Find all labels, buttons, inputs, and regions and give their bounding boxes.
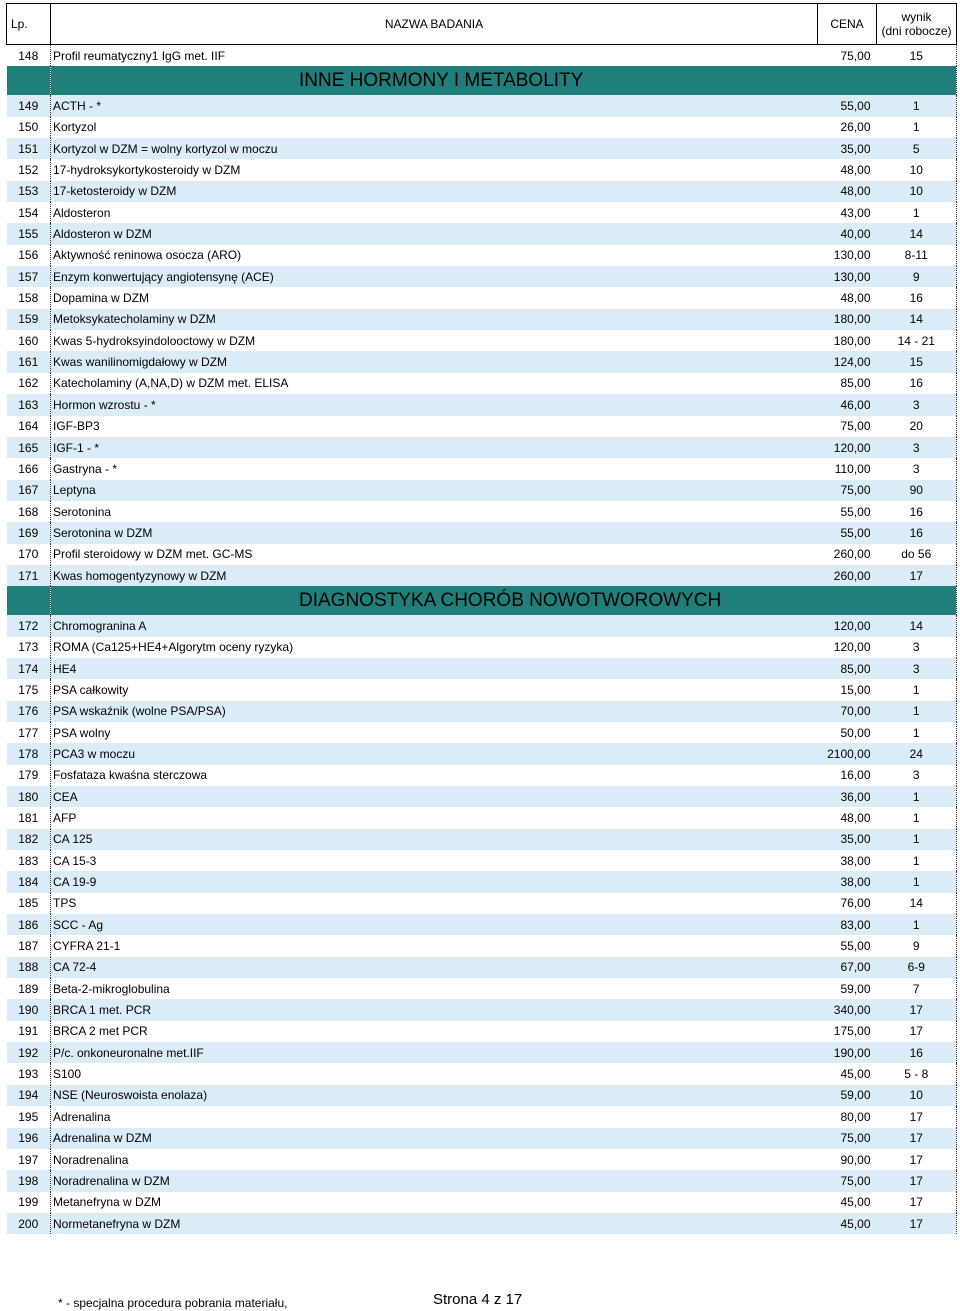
table-row — [7, 95, 957, 116]
row-days: 1 — [877, 871, 957, 892]
row-price: 75,00 — [818, 1128, 877, 1149]
row-name: Kwas 5-hydroksyindolooctowy w DZM — [51, 330, 818, 351]
row-name: PSA całkowity — [51, 679, 818, 700]
row-days: do 56 — [877, 544, 957, 565]
row-name: HE4 — [51, 658, 818, 679]
row-name: PSA wskaźnik (wolne PSA/PSA) — [51, 701, 818, 722]
table-row — [7, 45, 957, 67]
row-lp: 162 — [7, 373, 51, 394]
row-lp: 150 — [7, 117, 51, 138]
row-name: Kwas homogentyzynowy w DZM — [51, 565, 818, 586]
row-days: 3 — [877, 394, 957, 415]
row-lp: 199 — [7, 1192, 51, 1213]
row-price: 120,00 — [818, 437, 877, 458]
row-name: SCC - Ag — [51, 914, 818, 935]
row-days: 1 — [877, 786, 957, 807]
row-lp: 196 — [7, 1128, 51, 1149]
table-row — [7, 999, 957, 1020]
row-days: 16 — [877, 501, 957, 522]
table-row — [7, 1106, 957, 1127]
row-lp: 180 — [7, 786, 51, 807]
row-price: 16,00 — [818, 765, 877, 786]
row-days: 17 — [877, 1192, 957, 1213]
row-name: NSE (Neuroswoista enolaza) — [51, 1085, 818, 1106]
row-price: 36,00 — [818, 786, 877, 807]
row-lp: 148 — [7, 45, 51, 67]
row-name: CYFRA 21-1 — [51, 935, 818, 956]
row-price: 55,00 — [818, 95, 877, 116]
row-price: 180,00 — [818, 330, 877, 351]
table-row — [7, 1128, 957, 1149]
row-name: AFP — [51, 807, 818, 828]
row-lp: 156 — [7, 245, 51, 266]
row-lp: 169 — [7, 522, 51, 543]
row-name: S100 — [51, 1063, 818, 1084]
table-row — [7, 287, 957, 308]
row-days: 7 — [877, 978, 957, 999]
row-days: 14 — [877, 223, 957, 244]
row-price: 48,00 — [818, 181, 877, 202]
table-row — [7, 394, 957, 415]
row-days: 14 — [877, 309, 957, 330]
row-lp: 200 — [7, 1213, 51, 1234]
row-days: 17 — [877, 1149, 957, 1170]
row-days: 14 — [877, 615, 957, 636]
row-lp: 192 — [7, 1042, 51, 1063]
table-row — [7, 544, 957, 565]
header-days-line1: wynik — [901, 10, 932, 24]
table-row — [7, 245, 957, 266]
table-row — [7, 416, 957, 437]
table-row — [7, 743, 957, 764]
price-table — [6, 3, 957, 1234]
row-lp: 185 — [7, 893, 51, 914]
header-price: CENA — [818, 4, 877, 45]
row-name: CA 19-9 — [51, 871, 818, 892]
row-name: Aldosteron w DZM — [51, 223, 818, 244]
row-name: PCA3 w moczu — [51, 743, 818, 764]
row-lp: 174 — [7, 658, 51, 679]
table-row — [7, 373, 957, 394]
table-row — [7, 957, 957, 978]
row-name: ROMA (Ca125+HE4+Algorytm oceny ryzyka) — [51, 637, 818, 658]
row-price: 38,00 — [818, 871, 877, 892]
row-name: IGF-BP3 — [51, 416, 818, 437]
table-row — [7, 850, 957, 871]
row-price: 70,00 — [818, 701, 877, 722]
table-row — [7, 437, 957, 458]
row-name: Chromogranina A — [51, 615, 818, 636]
section-header-1 — [7, 66, 957, 95]
table-row — [7, 1085, 957, 1106]
table-row — [7, 565, 957, 586]
row-days: 1 — [877, 850, 957, 871]
row-name: Kwas wanilinomigdałowy w DZM — [51, 351, 818, 372]
table-row — [7, 978, 957, 999]
row-lp: 153 — [7, 181, 51, 202]
row-price: 75,00 — [818, 480, 877, 501]
page-number: Strona 4 z 17 — [433, 1291, 523, 1308]
row-days: 17 — [877, 1021, 957, 1042]
row-days: 1 — [877, 117, 957, 138]
row-name: Serotonina — [51, 501, 818, 522]
row-name: 17-hydroksykortykosteroidy w DZM — [51, 159, 818, 180]
row-days: 1 — [877, 807, 957, 828]
row-days: 15 — [877, 45, 957, 67]
row-lp: 149 — [7, 95, 51, 116]
row-lp: 170 — [7, 544, 51, 565]
row-price: 180,00 — [818, 309, 877, 330]
row-price: 75,00 — [818, 1170, 877, 1191]
row-lp: 179 — [7, 765, 51, 786]
row-name: CA 72-4 — [51, 957, 818, 978]
table-row — [7, 117, 957, 138]
table-row — [7, 935, 957, 956]
row-price: 45,00 — [818, 1213, 877, 1234]
row-lp: 159 — [7, 309, 51, 330]
row-days: 16 — [877, 373, 957, 394]
row-lp: 194 — [7, 1085, 51, 1106]
row-lp: 167 — [7, 480, 51, 501]
table-row — [7, 615, 957, 636]
table-row — [7, 159, 957, 180]
row-lp: 188 — [7, 957, 51, 978]
row-price: 50,00 — [818, 722, 877, 743]
row-price: 85,00 — [818, 658, 877, 679]
row-name: Gastryna - * — [51, 458, 818, 479]
row-lp: 164 — [7, 416, 51, 437]
row-lp: 184 — [7, 871, 51, 892]
row-lp: 172 — [7, 615, 51, 636]
row-days: 3 — [877, 658, 957, 679]
row-name: Enzym konwertujący angiotensynę (ACE) — [51, 266, 818, 287]
section-title: DIAGNOSTYKA CHORÓB NOWOTWOROWYCH — [51, 586, 957, 615]
row-days: 15 — [877, 351, 957, 372]
row-days: 17 — [877, 999, 957, 1020]
table-row — [7, 637, 957, 658]
row-price: 59,00 — [818, 1085, 877, 1106]
row-days: 8-11 — [877, 245, 957, 266]
table-row — [7, 893, 957, 914]
row-lp: 158 — [7, 287, 51, 308]
header-days — [877, 4, 957, 45]
footnote: * - specjalna procedura pobrania materiału, — [58, 1296, 288, 1310]
table-row — [7, 1170, 957, 1191]
row-price: 45,00 — [818, 1192, 877, 1213]
row-lp: 151 — [7, 138, 51, 159]
row-name: Normetanefryna w DZM — [51, 1213, 818, 1234]
row-price: 260,00 — [818, 544, 877, 565]
table-row — [7, 330, 957, 351]
row-name: BRCA 1 met. PCR — [51, 999, 818, 1020]
row-price: 46,00 — [818, 394, 877, 415]
row-price: 130,00 — [818, 266, 877, 287]
row-name: Katecholaminy (A,NA,D) w DZM met. ELISA — [51, 373, 818, 394]
row-name: Kortyzol w DZM = wolny kortyzol w moczu — [51, 138, 818, 159]
row-name: Metanefryna w DZM — [51, 1192, 818, 1213]
row-price: 55,00 — [818, 522, 877, 543]
row-lp: 154 — [7, 202, 51, 223]
table-row — [7, 829, 957, 850]
row-price: 124,00 — [818, 351, 877, 372]
row-days: 1 — [877, 722, 957, 743]
row-price: 80,00 — [818, 1106, 877, 1127]
row-days: 17 — [877, 1128, 957, 1149]
row-lp: 163 — [7, 394, 51, 415]
row-price: 45,00 — [818, 1063, 877, 1084]
table-row — [7, 181, 957, 202]
row-price: 130,00 — [818, 245, 877, 266]
table-row — [7, 309, 957, 330]
row-lp: 168 — [7, 501, 51, 522]
table-row — [7, 807, 957, 828]
row-days: 17 — [877, 565, 957, 586]
row-price: 2100,00 — [818, 743, 877, 764]
table-row — [7, 522, 957, 543]
row-days: 9 — [877, 266, 957, 287]
row-name: Metoksykatecholaminy w DZM — [51, 309, 818, 330]
row-name: Fosfataza kwaśna sterczowa — [51, 765, 818, 786]
table-row — [7, 266, 957, 287]
row-name: ACTH - * — [51, 95, 818, 116]
table-row — [7, 1063, 957, 1084]
table-row — [7, 223, 957, 244]
row-name: CA 15-3 — [51, 850, 818, 871]
row-days: 16 — [877, 287, 957, 308]
table-row — [7, 501, 957, 522]
row-lp: 197 — [7, 1149, 51, 1170]
price-table-body — [7, 4, 957, 1235]
header-name: NAZWA BADANIA — [51, 4, 818, 45]
table-row — [7, 1213, 957, 1234]
table-row — [7, 679, 957, 700]
row-name: TPS — [51, 893, 818, 914]
row-name: Leptyna — [51, 480, 818, 501]
table-row — [7, 138, 957, 159]
section-lp-cell — [7, 586, 51, 615]
row-days: 3 — [877, 765, 957, 786]
row-price: 26,00 — [818, 117, 877, 138]
row-days: 10 — [877, 181, 957, 202]
row-price: 190,00 — [818, 1042, 877, 1063]
row-days: 24 — [877, 743, 957, 764]
row-lp: 195 — [7, 1106, 51, 1127]
row-name: Aldosteron — [51, 202, 818, 223]
row-name: Profil steroidowy w DZM met. GC-MS — [51, 544, 818, 565]
row-days: 17 — [877, 1106, 957, 1127]
table-row — [7, 1021, 957, 1042]
header-lp: Lp. — [7, 4, 51, 45]
row-price: 40,00 — [818, 223, 877, 244]
row-price: 110,00 — [818, 458, 877, 479]
row-days: 16 — [877, 1042, 957, 1063]
row-days: 10 — [877, 1085, 957, 1106]
row-days: 14 - 21 — [877, 330, 957, 351]
row-price: 38,00 — [818, 850, 877, 871]
row-lp: 178 — [7, 743, 51, 764]
row-price: 75,00 — [818, 416, 877, 437]
row-price: 76,00 — [818, 893, 877, 914]
row-price: 340,00 — [818, 999, 877, 1020]
row-name: Kortyzol — [51, 117, 818, 138]
row-days: 1 — [877, 679, 957, 700]
row-price: 175,00 — [818, 1021, 877, 1042]
row-price: 35,00 — [818, 829, 877, 850]
table-row — [7, 722, 957, 743]
table-row — [7, 351, 957, 372]
row-name: BRCA 2 met PCR — [51, 1021, 818, 1042]
row-price: 90,00 — [818, 1149, 877, 1170]
row-days: 1 — [877, 914, 957, 935]
row-days: 9 — [877, 935, 957, 956]
row-lp: 157 — [7, 266, 51, 287]
row-lp: 165 — [7, 437, 51, 458]
row-lp: 161 — [7, 351, 51, 372]
row-price: 48,00 — [818, 287, 877, 308]
row-lp: 177 — [7, 722, 51, 743]
row-lp: 173 — [7, 637, 51, 658]
row-name: P/c. onkoneuronalne met.IIF — [51, 1042, 818, 1063]
row-price: 15,00 — [818, 679, 877, 700]
row-days: 6-9 — [877, 957, 957, 978]
row-price: 75,00 — [818, 45, 877, 67]
row-price: 55,00 — [818, 501, 877, 522]
table-row — [7, 658, 957, 679]
table-row — [7, 480, 957, 501]
row-name: Hormon wzrostu - * — [51, 394, 818, 415]
row-lp: 187 — [7, 935, 51, 956]
row-price: 48,00 — [818, 159, 877, 180]
row-price: 120,00 — [818, 615, 877, 636]
row-name: Serotonina w DZM — [51, 522, 818, 543]
table-header — [7, 4, 957, 45]
section-header-2 — [7, 586, 957, 615]
row-lp: 155 — [7, 223, 51, 244]
row-lp: 189 — [7, 978, 51, 999]
table-row — [7, 1192, 957, 1213]
table-row — [7, 786, 957, 807]
row-lp: 191 — [7, 1021, 51, 1042]
row-days: 3 — [877, 458, 957, 479]
row-price: 83,00 — [818, 914, 877, 935]
row-days: 17 — [877, 1170, 957, 1191]
row-lp: 182 — [7, 829, 51, 850]
row-name: Noradrenalina w DZM — [51, 1170, 818, 1191]
row-name: 17-ketosteroidy w DZM — [51, 181, 818, 202]
table-row — [7, 701, 957, 722]
header-days-line2: (dni robocze) — [881, 24, 952, 38]
row-lp: 160 — [7, 330, 51, 351]
table-row — [7, 202, 957, 223]
row-lp: 198 — [7, 1170, 51, 1191]
section-lp-cell — [7, 66, 51, 95]
row-name: IGF-1 - * — [51, 437, 818, 458]
row-name: Beta-2-mikroglobulina — [51, 978, 818, 999]
row-days: 16 — [877, 522, 957, 543]
row-name: Profil reumatyczny1 IgG met. IIF — [51, 45, 818, 67]
row-days: 5 - 8 — [877, 1063, 957, 1084]
row-lp: 166 — [7, 458, 51, 479]
row-days: 10 — [877, 159, 957, 180]
table-row — [7, 871, 957, 892]
row-name: Adrenalina — [51, 1106, 818, 1127]
row-lp: 152 — [7, 159, 51, 180]
row-days: 3 — [877, 637, 957, 658]
row-days: 1 — [877, 701, 957, 722]
row-price: 35,00 — [818, 138, 877, 159]
row-price: 260,00 — [818, 565, 877, 586]
row-price: 43,00 — [818, 202, 877, 223]
row-days: 3 — [877, 437, 957, 458]
table-row — [7, 1149, 957, 1170]
row-name: CA 125 — [51, 829, 818, 850]
row-lp: 193 — [7, 1063, 51, 1084]
table-row — [7, 458, 957, 479]
row-days: 20 — [877, 416, 957, 437]
section-title: INNE HORMONY I METABOLITY — [51, 66, 957, 95]
row-name: Aktywność reninowa osocza (ARO) — [51, 245, 818, 266]
row-days: 1 — [877, 95, 957, 116]
row-lp: 176 — [7, 701, 51, 722]
row-price: 67,00 — [818, 957, 877, 978]
row-days: 1 — [877, 202, 957, 223]
row-days: 90 — [877, 480, 957, 501]
row-lp: 186 — [7, 914, 51, 935]
row-price: 55,00 — [818, 935, 877, 956]
row-price: 85,00 — [818, 373, 877, 394]
row-name: CEA — [51, 786, 818, 807]
table-row — [7, 1042, 957, 1063]
row-name: Dopamina w DZM — [51, 287, 818, 308]
table-row — [7, 914, 957, 935]
row-days: 17 — [877, 1213, 957, 1234]
table-row — [7, 765, 957, 786]
row-name: PSA wolny — [51, 722, 818, 743]
row-name: Adrenalina w DZM — [51, 1128, 818, 1149]
row-lp: 171 — [7, 565, 51, 586]
row-name: Noradrenalina — [51, 1149, 818, 1170]
row-lp: 190 — [7, 999, 51, 1020]
row-lp: 181 — [7, 807, 51, 828]
row-lp: 175 — [7, 679, 51, 700]
row-lp: 183 — [7, 850, 51, 871]
row-days: 1 — [877, 829, 957, 850]
row-days: 14 — [877, 893, 957, 914]
row-price: 59,00 — [818, 978, 877, 999]
row-price: 120,00 — [818, 637, 877, 658]
row-price: 48,00 — [818, 807, 877, 828]
row-days: 5 — [877, 138, 957, 159]
